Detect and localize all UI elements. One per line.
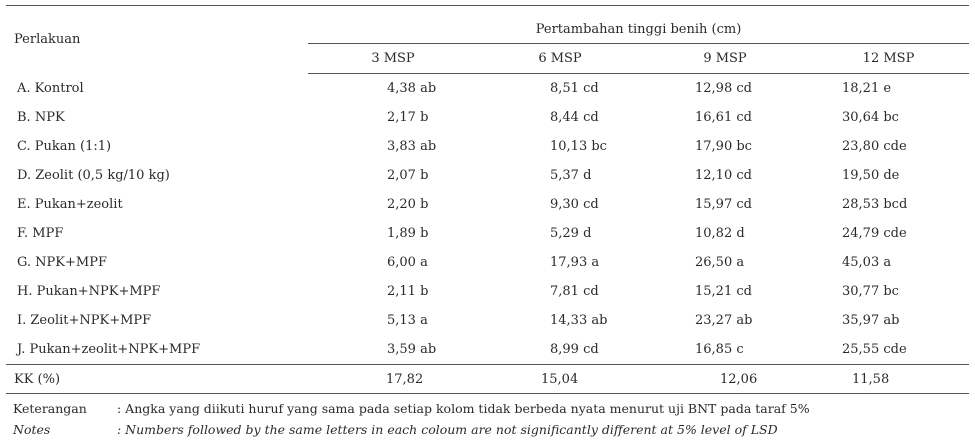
table-cell: 15,97 cd: [695, 197, 752, 212]
row-label: H. Pukan+NPK+MPF: [17, 284, 161, 299]
table-cell: 23,27 ab: [695, 313, 753, 328]
table-cell: 19,50 de: [842, 168, 900, 183]
note-text: : Numbers followed by the same letters in each coloum are not significantly different at 5% level of LSD: [117, 422, 778, 437]
table-cell: 16,85 c: [695, 342, 744, 357]
table-cell: 9,30 cd: [550, 197, 599, 212]
table-cell: 45,03 a: [842, 255, 892, 270]
table-cell: 5,29 d: [550, 226, 592, 241]
row-label: A. Kontrol: [17, 80, 84, 96]
table-row: [6, 74, 969, 104]
row-label: G. NPK+MPF: [17, 255, 107, 270]
table-row: [6, 190, 969, 219]
table-row: [6, 277, 969, 306]
table-cell: 5,13 a: [387, 313, 428, 328]
table-cell: 5,37 d: [550, 168, 592, 183]
growth-table: [6, 5, 969, 394]
table-cell: 12,98 cd: [695, 81, 752, 96]
table-cell: 23,80 cde: [842, 139, 907, 154]
table-cell: 2,20 b: [387, 197, 429, 212]
table-cell: 17,93 a: [550, 255, 600, 270]
column-header: 3 MSP: [308, 44, 478, 74]
table-cell: 16,61 cd: [695, 110, 752, 125]
note-key: Notes: [13, 422, 51, 437]
table-cell: 6,00 a: [387, 255, 428, 270]
note-text: : Angka yang diikuti huruf yang sama pada setiap kolom tidak berbeda nyata menurut uji BNT pada taraf 5%: [117, 401, 810, 416]
table-row: [6, 161, 969, 190]
table-row: [6, 132, 969, 161]
row-label: E. Pukan+zeolit: [17, 197, 123, 212]
kk-cell: 11,58: [808, 365, 969, 394]
table-row: [6, 306, 969, 335]
table-cell: 12,10 cd: [695, 168, 752, 183]
table-cell: 14,33 ab: [550, 313, 608, 328]
table-cell: 18,21 e: [842, 81, 892, 96]
row-label: I. Zeolit+NPK+MPF: [17, 313, 152, 328]
table-cell: 1,89 b: [387, 226, 429, 241]
column-header: 12 MSP: [808, 44, 969, 74]
table-cell: 30,77 bc: [842, 284, 899, 299]
column-header: 9 MSP: [642, 44, 808, 74]
table-cell: 2,07 b: [387, 168, 429, 183]
table-notes: [13, 398, 810, 440]
table-cell: 3,59 ab: [387, 342, 437, 357]
note-keterangan: [13, 398, 810, 419]
stub-header: Perlakuan: [6, 6, 308, 74]
kk-cell: 17,82: [308, 365, 478, 394]
table-cell: 35,97 ab: [842, 313, 900, 328]
table-row: [6, 335, 969, 365]
table-row: [6, 248, 969, 277]
row-label: J. Pukan+zeolit+NPK+MPF: [17, 342, 201, 357]
row-label: F. MPF: [17, 226, 64, 241]
table-cell: 15,21 cd: [695, 284, 752, 299]
row-label: C. Pukan (1:1): [17, 139, 112, 154]
kk-label: KK (%): [6, 365, 308, 394]
table-cell: 26,50 a: [695, 255, 745, 270]
table-cell: 28,53 bcd: [842, 197, 908, 212]
table-cell: 2,17 b: [387, 110, 429, 125]
table-cell: 2,11 b: [387, 284, 429, 299]
kk-row: [6, 365, 969, 394]
note-key: Keterangan: [13, 401, 87, 416]
row-label: B. NPK: [17, 110, 65, 125]
table-cell: 30,64 bc: [842, 110, 899, 125]
table-cell: 24,79 cde: [842, 226, 907, 241]
table-cell: 25,55 cde: [842, 342, 907, 357]
table-cell: 8,51 cd: [550, 81, 599, 96]
table-row: [6, 103, 969, 132]
table-cell: 3,83 ab: [387, 139, 437, 154]
table-cell: 10,13 bc: [550, 139, 607, 154]
kk-cell: 12,06: [642, 365, 808, 394]
note-english: [13, 419, 810, 440]
table-cell: 17,90 bc: [695, 139, 752, 154]
table-row: [6, 219, 969, 248]
table-header-row: [6, 6, 969, 44]
kk-cell: 15,04: [478, 365, 642, 394]
group-header: Pertambahan tinggi benih (cm): [308, 6, 969, 44]
table-cell: 8,44 cd: [550, 110, 599, 125]
table-cell: 8,99 cd: [550, 342, 599, 357]
table-cell: 4,38 ab: [387, 81, 437, 96]
table-cell: 7,81 cd: [550, 284, 599, 299]
table-cell: 10,82 d: [695, 226, 745, 241]
column-header: 6 MSP: [478, 44, 642, 74]
row-label: D. Zeolit (0,5 kg/10 kg): [17, 168, 170, 183]
